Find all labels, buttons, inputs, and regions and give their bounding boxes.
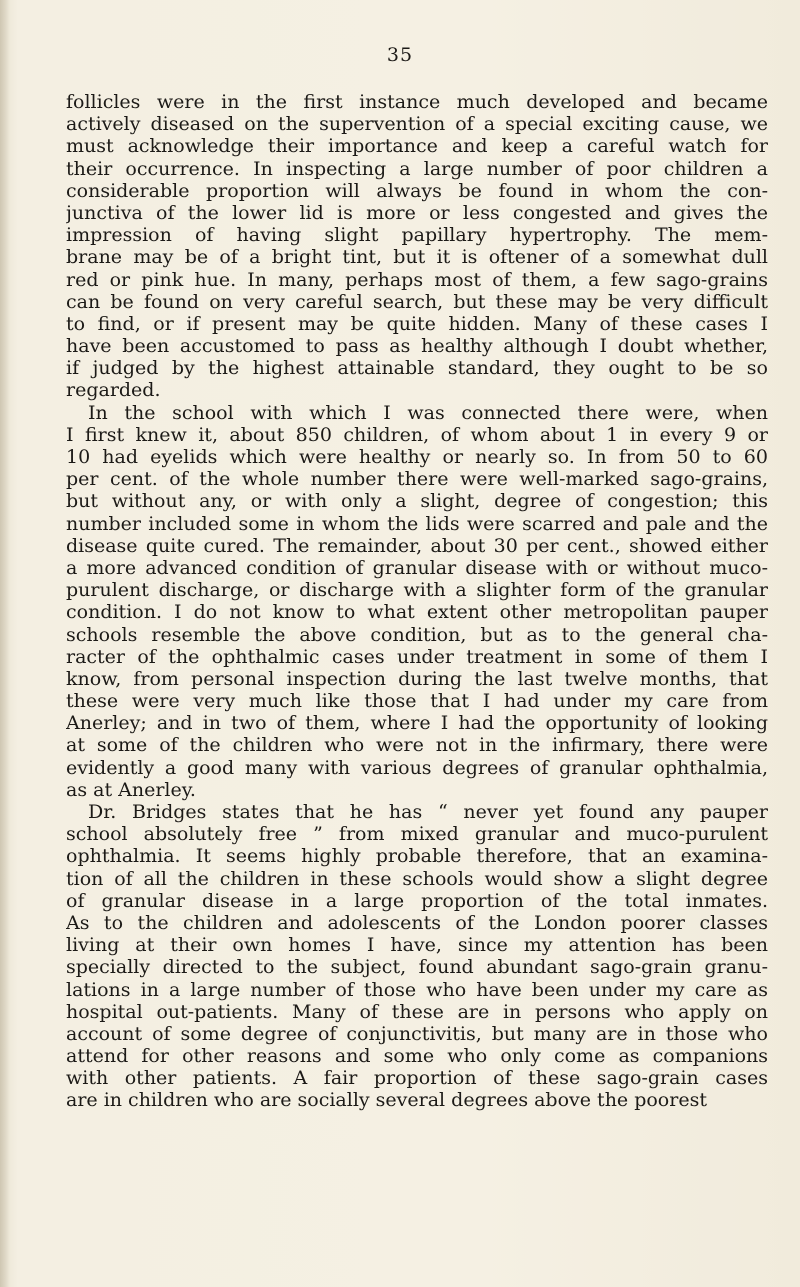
text-line: per cent. of the whole number there were well-marked sago-grains,: [66, 468, 768, 491]
text-line: I first knew it, about 850 children, of whom about 1 in every 9 or: [66, 423, 768, 446]
text-line: schools resemble the above condition, but as to the general cha-: [66, 623, 768, 646]
text-line: lations in a large number of those who have been under my care as: [66, 978, 768, 1001]
text-line: purulent discharge, or discharge with a slighter form of the granular: [66, 579, 768, 602]
text-line: can be found on very careful search, but these may be very difficult: [66, 290, 768, 313]
text-line: number included some in whom the lids were scarred and pale and the: [66, 512, 768, 535]
text-line: account of some degree of conjunctivitis, but many are in those who: [66, 1022, 768, 1045]
paragraph: [66, 91, 768, 402]
text-line: have been accustomed to pass as healthy although I doubt whether,: [66, 335, 768, 358]
text-line: regarded.: [66, 379, 161, 402]
page-number: 35: [386, 44, 414, 66]
text-line: brane may be of a bright tint, but it is oftener of a somewhat dull: [66, 246, 768, 269]
body-text: [66, 91, 768, 1112]
text-line: actively diseased on the supervention of a special exciting cause, we: [66, 113, 768, 136]
text-line: considerable proportion will always be found in whom the con-: [66, 179, 768, 202]
text-line: disease quite cured. The remainder, about 30 per cent., showed either: [66, 534, 768, 557]
text-line: are in children who are socially several degrees above the poorest: [66, 1089, 707, 1112]
gutter-shadow: [0, 0, 10, 1287]
text-line: their occurrence. In inspecting a large number of poor children a: [66, 157, 768, 180]
text-line: must acknowledge their importance and keep a careful watch for: [66, 135, 768, 158]
text-line: impression of having slight papillary hypertrophy. The mem-: [66, 224, 768, 247]
text-line: condition. I do not know to what extent other metropolitan pauper: [66, 601, 768, 624]
text-line: tion of all the children in these schools would show a slight degree: [66, 867, 768, 890]
text-line: red or pink hue. In many, perhaps most of them, a few sago-grains: [66, 268, 768, 291]
text-line: school absolutely free ” from mixed granular and muco-purulent: [66, 823, 768, 846]
text-line: but without any, or with only a slight, degree of congestion; this: [66, 490, 768, 513]
text-line: living at their own homes I have, since my attention has been: [66, 934, 768, 957]
text-line: a more advanced condition of granular disease with or without muco-: [66, 556, 768, 579]
text-line: evidently a good many with various degrees of granular ophthalmia,: [66, 756, 768, 779]
text-line: follicles were in the first instance much developed and became: [66, 91, 768, 113]
text-line: Anerley; and in two of them, where I had the opportunity of looking: [66, 712, 768, 735]
text-line: ophthalmia. It seems highly probable therefore, that an examina-: [66, 845, 768, 868]
text-line: 10 had eyelids which were healthy or nearly so. In from 50 to 60: [66, 446, 768, 468]
text-line: as at Anerley.: [66, 778, 196, 801]
text-line: know, from personal inspection during the last twelve months, that: [66, 667, 768, 690]
text-line: racter of the ophthalmic cases under treatment in some of them I: [66, 645, 768, 668]
text-line: of granular disease in a large proportion of the total inmates.: [66, 889, 768, 912]
text-line: hospital out-patients. Many of these are in persons who apply on: [66, 1000, 768, 1023]
text-line: with other patients. A fair proportion of these sago-grain cases: [66, 1067, 768, 1090]
text-line: if judged by the highest attainable standard, they ought to be so: [66, 357, 768, 380]
text-line: attend for other reasons and some who only come as companions: [66, 1045, 768, 1068]
text-line: Dr. Bridges states that he has “ never yet found any pauper: [88, 801, 768, 823]
text-line: In the school with which I was connected there were, when: [88, 401, 768, 424]
paragraph: [66, 801, 768, 1112]
paragraph: [66, 402, 768, 801]
text-line: specially directed to the subject, found abundant sago-grain granu-: [66, 956, 768, 979]
text-line: at some of the children who were not in the infirmary, there were: [66, 734, 768, 757]
text-line: junctiva of the lower lid is more or less congested and gives the: [66, 201, 768, 224]
text-line: these were very much like those that I had under my care from: [66, 690, 768, 713]
text-line: to find, or if present may be quite hidden. Many of these cases I: [66, 312, 768, 335]
text-line: As to the children and adolescents of the London poorer classes: [66, 911, 768, 934]
